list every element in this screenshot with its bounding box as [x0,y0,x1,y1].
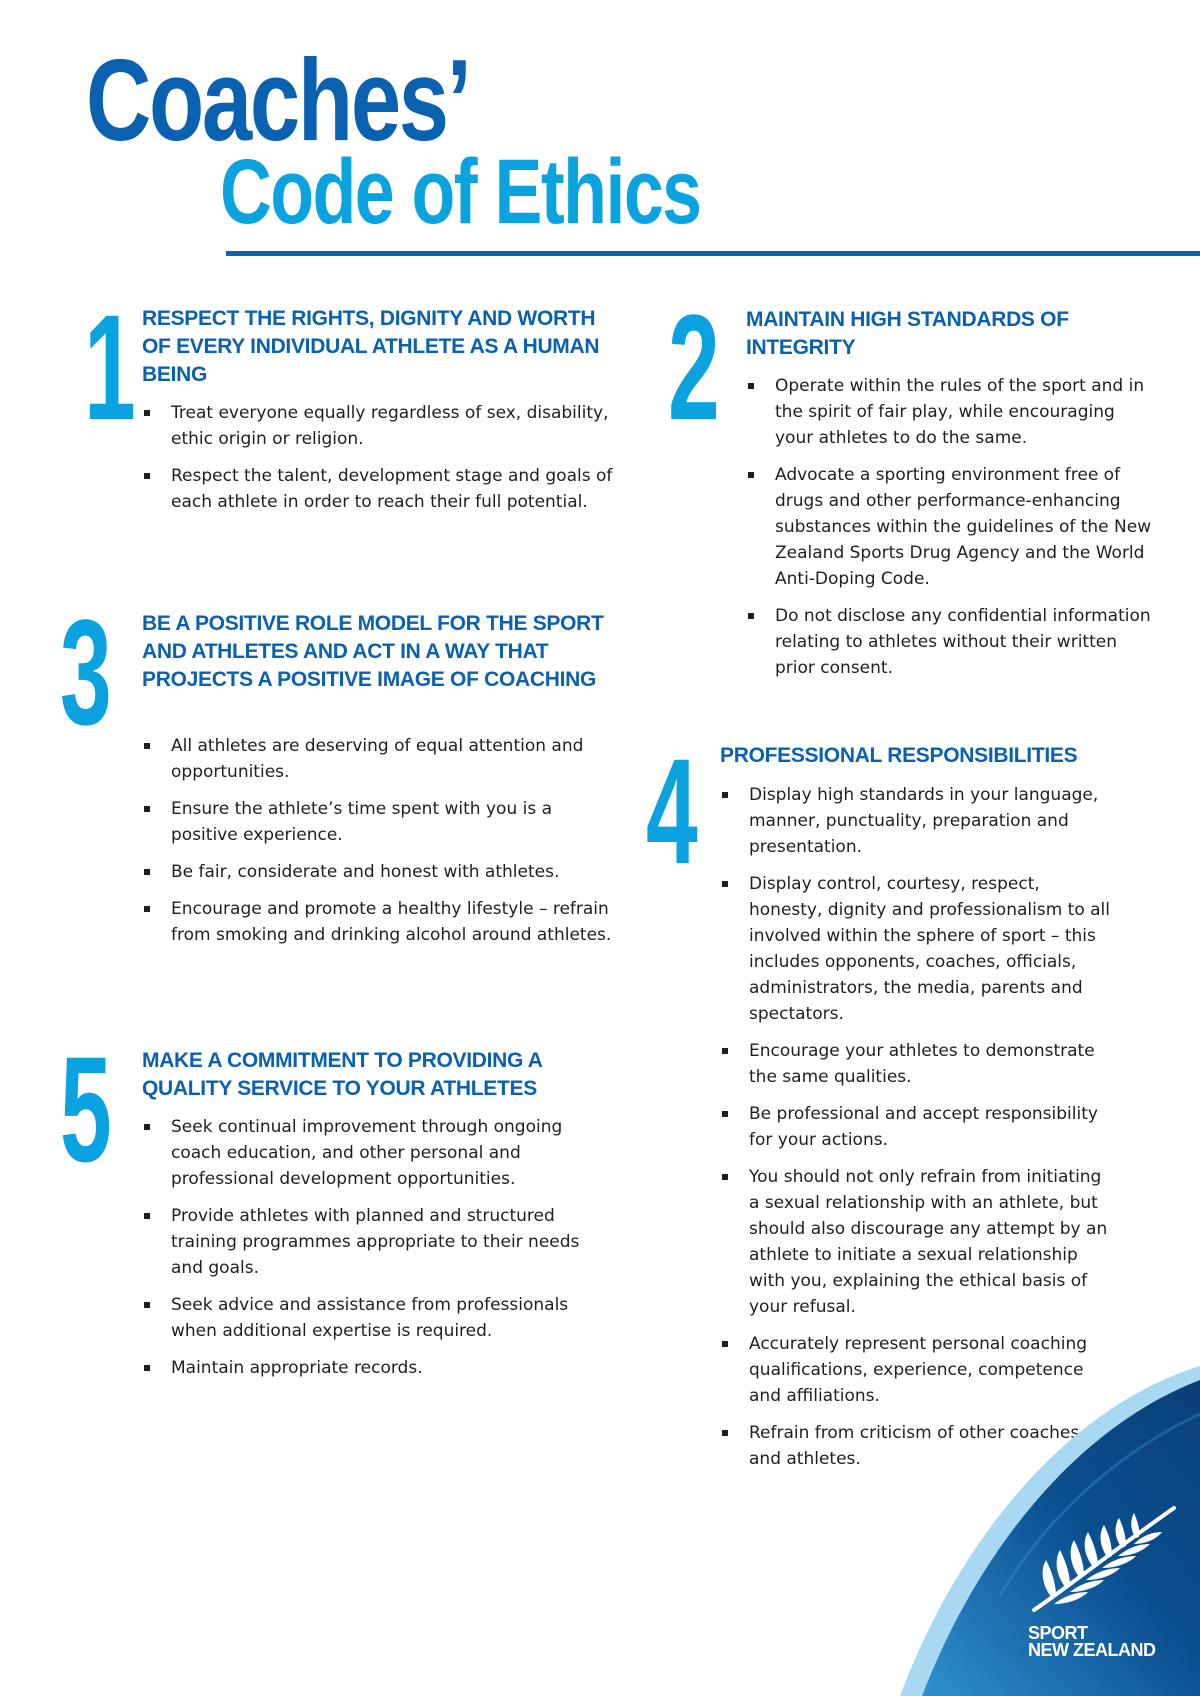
section-5-number: 5 [60,1025,112,1193]
section-3-number: 3 [60,588,112,756]
list-item: All athletes are deserving of equal attention and opportunities. [142,733,614,785]
list-item: Seek continual improvement through ongoing coach education, and other personal and professional development opportunities. [142,1114,614,1192]
list-item: You should not only refrain from initiating a sexual relationship with an athlete, but should also discourage any attempt by an athlete to initiate a sexual relationship with you, explaining the ethical basis of your refusal. [720,1164,1116,1320]
logo-line1: SPORT [1028,1623,1088,1643]
logo-line2: NEW ZEALAND [1028,1640,1156,1660]
section-1-number: 1 [84,283,136,451]
section-4-heading: PROFESSIONAL RESPONSIBILITIES [720,744,1078,767]
list-item: Be fair, considerate and honest with athletes. [142,859,614,885]
section-1-list [142,400,614,526]
list-item: Refrain from criticism of other coaches and athletes. [720,1420,1116,1472]
list-item: Advocate a sporting environment free of drugs and other performance-enhancing substances within the guidelines of the New Zealand Sports Drug Agency and the World Anti-Doping Code. [746,462,1156,592]
section-3-list [142,733,614,959]
list-item: Do not disclose any confidential information relating to athletes without their written prior consent. [746,603,1156,681]
section-2-heading: MAINTAIN HIGH STANDARDS OF INTEGRITY [746,308,1069,359]
section-2-list [746,373,1156,692]
list-item: Provide athletes with planned and structured training programmes appropriate to their needs and goals. [142,1203,614,1281]
list-item: Encourage your athletes to demonstrate the same qualities. [720,1038,1116,1090]
section-1-heading: RESPECT THE RIGHTS, DIGNITY AND WORTH OF EVERY INDIVIDUAL ATHLETE AS A HUMAN BEING [142,307,600,386]
section-4-number: 4 [646,727,698,895]
section-2-number: 2 [668,283,720,451]
list-item: Be professional and accept responsibility for your actions. [720,1101,1116,1153]
title-rule [226,251,1200,256]
list-item: Display control, courtesy, respect, honesty, dignity and professionalism to all involved within the sphere of sport – this includes opponents, coaches, officials, administrators, the media, parents and spectators. [720,871,1116,1027]
list-item: Respect the talent, development stage and goals of each athlete in order to reach their full potential. [142,463,614,515]
section-5-heading: MAKE A COMMITMENT TO PROVIDING A QUALITY SERVICE TO YOUR ATHLETES [142,1049,542,1100]
list-item: Encourage and promote a healthy lifestyle – refrain from smoking and drinking alcohol around athletes. [142,896,614,948]
list-item: Ensure the athlete’s time spent with you is a positive experience. [142,796,614,848]
list-item: Display high standards in your language, manner, punctuality, preparation and presentation. [720,782,1116,860]
page-title-line2: Code of Ethics [220,141,701,243]
list-item: Seek advice and assistance from professionals when additional expertise is required. [142,1292,614,1344]
list-item: Operate within the rules of the sport and in the spirit of fair play, while encouraging your athletes to do the same. [746,373,1156,451]
list-item: Accurately represent personal coaching qualifications, experience, competence and affiliations. [720,1331,1116,1409]
list-item: Maintain appropriate records. [142,1355,614,1381]
page-title-line1: Coaches’ [86,35,470,165]
section-5-list [142,1114,614,1392]
silver-fern-icon [1024,1500,1184,1620]
list-item: Treat everyone equally regardless of sex, disability, ethic origin or religion. [142,400,614,452]
logo-wordmark [1028,1625,1156,1659]
section-3-heading: BE A POSITIVE ROLE MODEL FOR THE SPORT AND ATHLETES AND ACT IN A WAY THAT PROJECTS A POSITIVE IMAGE OF COACHING [142,612,604,691]
